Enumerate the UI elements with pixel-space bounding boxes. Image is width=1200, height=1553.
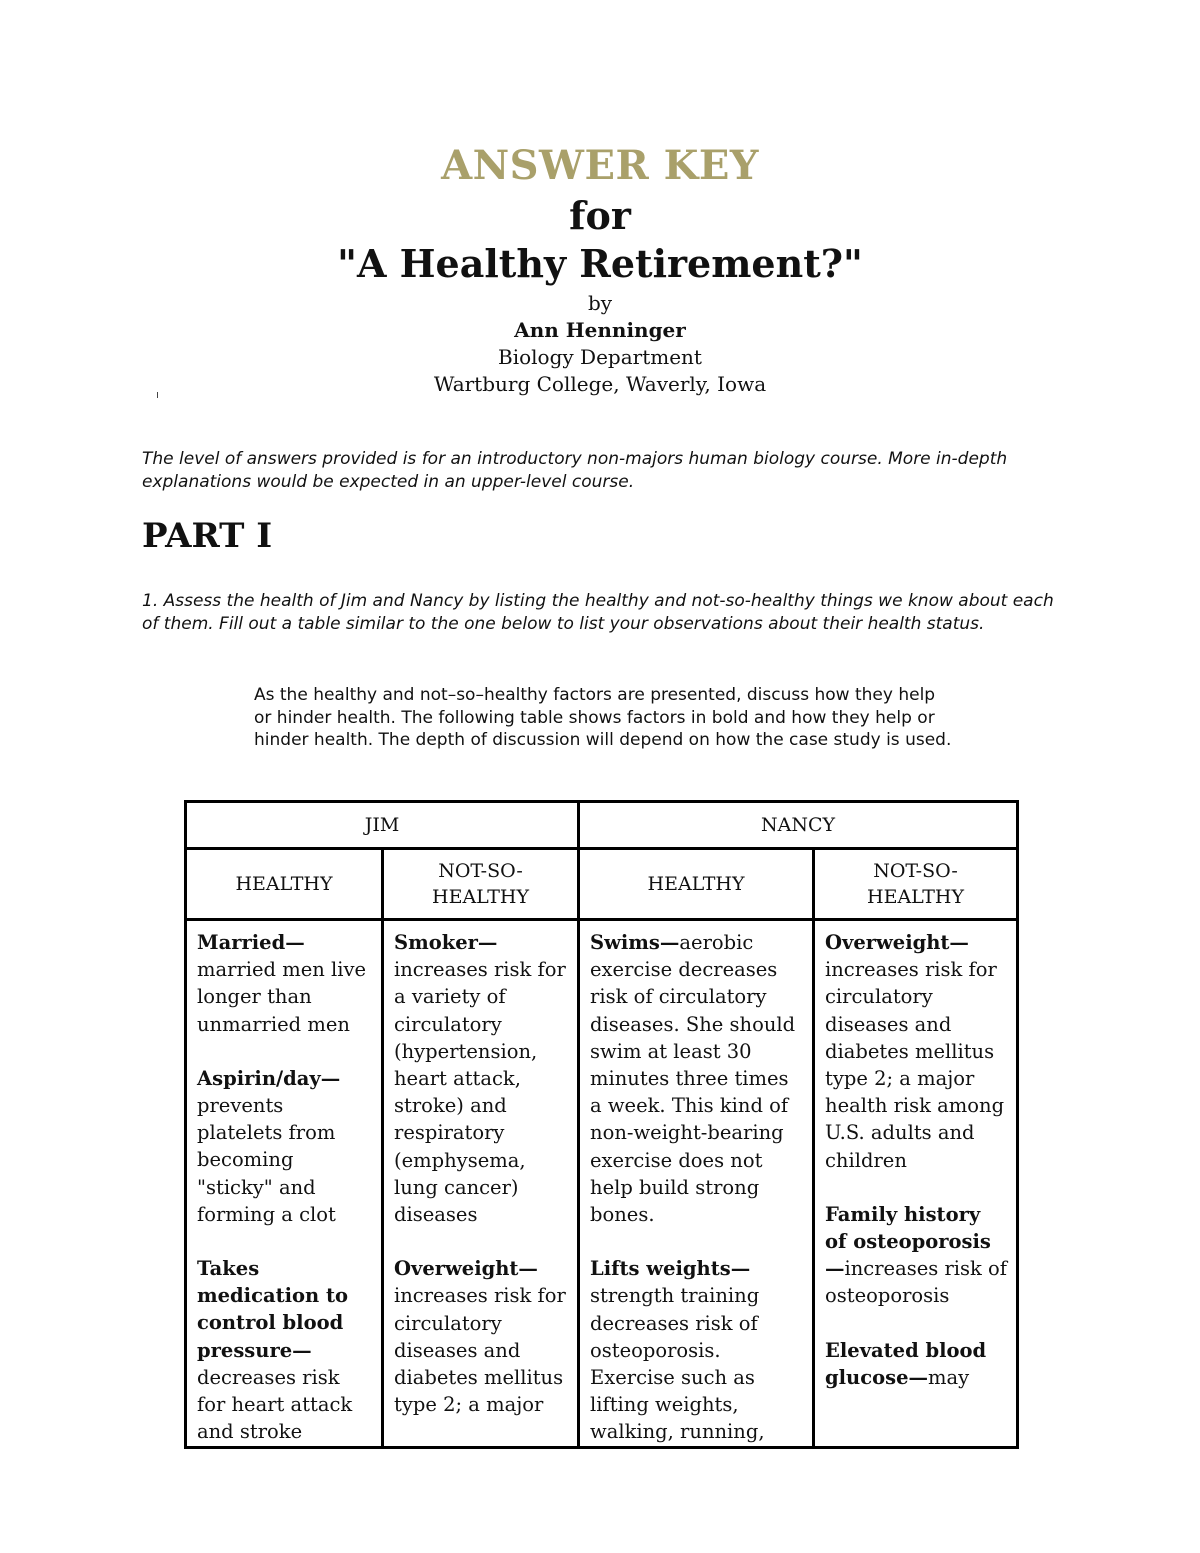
discussion-note: As the healthy and not–so–healthy factors are presented, discuss how they help or hinder health. The following table shows factors in bold and how they help or hinder health. The depth of discussion will depend on how the case study is used. <box>254 685 952 750</box>
table-entry: Smoker—increases risk for a variety of circulatory (hypertension, heart attack, stroke) and respiratory (emphysema, lung cancer) diseases <box>394 931 566 1227</box>
case-study-title: "A Healthy Retirement?" <box>337 241 863 286</box>
health-assessment-table <box>184 800 1019 1449</box>
intro-note: The level of answers provided is for an introductory non-majors human biology course. More in-depth explanations would be expected in an upper-level course. <box>142 449 1008 492</box>
table-entry: Lifts weights—strength training decreases risk of osteoporosis. Exercise such as lifting weights, walking, running, <box>590 1257 765 1444</box>
jim-healthy-cell <box>186 920 383 1448</box>
title-for: for <box>569 193 631 238</box>
nancy-not-so-healthy-header: NOT-SO-HEALTHY <box>814 849 1018 920</box>
nancy-not-so-healthy-cell <box>814 920 1018 1448</box>
document-header <box>0 140 1200 398</box>
table-entry: Married—married men live longer than unmarried men <box>197 931 367 1036</box>
document-title: ANSWER KEY <box>441 142 759 189</box>
nancy-healthy-cell <box>579 920 814 1448</box>
question-1: 1. Assess the health of Jim and Nancy by listing the healthy and not-so-healthy things we know about each of them. Fill out a table similar to the one below to list your observations about their health status. <box>142 591 1054 634</box>
department: Biology Department <box>498 345 702 369</box>
byline: by <box>587 291 613 315</box>
health-table-container <box>184 800 1016 1444</box>
table-entry: Elevated blood glucose—may <box>825 1338 987 1389</box>
table-entry: Swims—aerobic exercise decreases risk of circulatory diseases. She should swim at least 30 minutes three times a week. This kind of non-weight-bearing exercise does not help build strong bones. <box>590 931 796 1227</box>
jim-healthy-header: HEALTHY <box>186 849 383 920</box>
table-entry: Aspirin/day—prevents platelets from becoming "sticky" and forming a clot <box>197 1066 341 1226</box>
table-entry: Family history of osteoporosis—increases risk of osteoporosis <box>825 1202 1008 1308</box>
jim-not-so-healthy-header: NOT-SO-HEALTHY <box>383 849 579 920</box>
part-heading: PART I <box>142 516 273 556</box>
table-entry: Overweight—increases risk for circulatory diseases and diabetes mellitus type 2; a major <box>394 1257 566 1417</box>
nancy-header: NANCY <box>579 802 1018 849</box>
stray-mark <box>157 392 158 398</box>
table-entry: Overweight—increases risk for circulatory diseases and diabetes mellitus type 2; a major health risk among U.S. adults and children <box>825 931 1005 1172</box>
institution: Wartburg College, Waverly, Iowa <box>433 372 767 396</box>
nancy-healthy-header: HEALTHY <box>579 849 814 920</box>
table-entry: Takes medication to control blood pressure—decreases risk for heart attack and stroke <box>197 1257 353 1444</box>
jim-not-so-healthy-cell <box>383 920 579 1448</box>
author-name: Ann Henninger <box>514 318 686 342</box>
jim-header: JIM <box>186 802 579 849</box>
